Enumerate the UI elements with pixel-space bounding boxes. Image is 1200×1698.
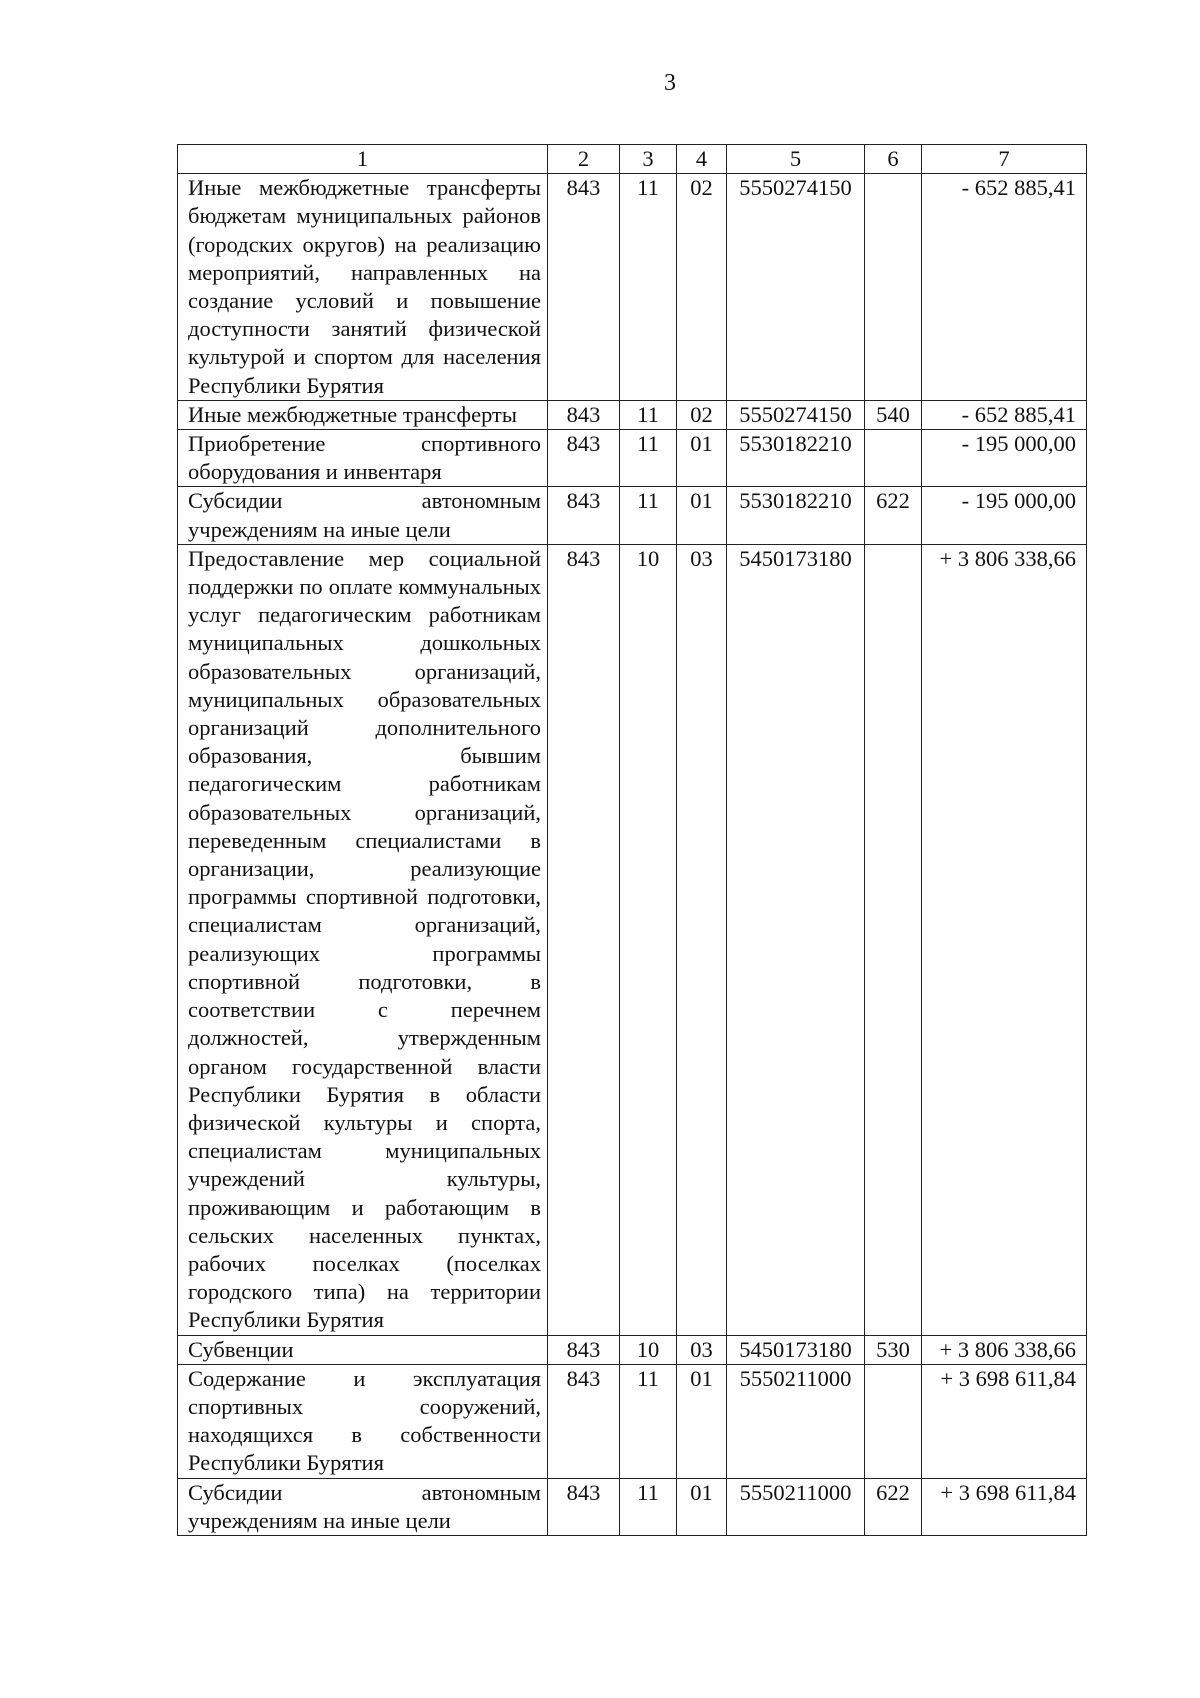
column-header: 5 (727, 145, 865, 174)
column-header: 4 (677, 145, 727, 174)
row-code-3: 11 (620, 487, 677, 544)
row-code-2: 843 (548, 487, 620, 544)
row-description: Субсидии автономным учреждениям на иные цели (178, 487, 548, 544)
table-header-row (178, 145, 1087, 174)
row-code-2: 843 (548, 1478, 620, 1535)
row-code-5: 5450173180 (727, 1335, 865, 1364)
row-code-6 (865, 544, 922, 1335)
column-header: 7 (922, 145, 1087, 174)
row-description: Приобретение спортивного оборудования и инвентаря (178, 430, 548, 487)
table-row (178, 400, 1087, 429)
row-code-3: 11 (620, 1478, 677, 1535)
table-row (178, 1478, 1087, 1535)
row-code-2: 843 (548, 1364, 620, 1478)
row-amount: - 195 000,00 (922, 430, 1087, 487)
row-code-3: 11 (620, 174, 677, 401)
row-amount: - 195 000,00 (922, 487, 1087, 544)
row-description: Субвенции (178, 1335, 548, 1364)
row-code-2: 843 (548, 400, 620, 429)
column-header: 6 (865, 145, 922, 174)
column-header: 1 (178, 145, 548, 174)
row-code-6 (865, 174, 922, 401)
row-amount: + 3 698 611,84 (922, 1478, 1087, 1535)
table-row (178, 487, 1087, 544)
page-number: 3 (664, 70, 676, 96)
row-code-3: 11 (620, 400, 677, 429)
row-amount: - 652 885,41 (922, 174, 1087, 401)
row-code-4: 03 (677, 544, 727, 1335)
row-description: Предоставление мер социальной поддержки по оплате коммунальных услуг педагогическим работникам муниципальных дошкольных образовательных организаций, муниципальных образовательных организаций дополнительного образования, бывшим педагогическим работникам образовательных организаций, переведенным специалистами в организации, реализующие программы спортивной подготовки, специалистам организаций, реализующих программы спортивной подготовки, в соответствии с перечнем должностей, утвержденным органом государственной власти Республики Бурятия в области физической культуры и спорта, специалистам муниципальных учреждений культуры, проживающим и работающим в сельских населенных пунктах, рабочих поселках (поселках городского типа) на территории Республики Бурятия (178, 544, 548, 1335)
table-row (178, 430, 1087, 487)
row-code-5: 5550211000 (727, 1364, 865, 1478)
row-description: Иные межбюджетные трансферты (178, 400, 548, 429)
row-code-5: 5550274150 (727, 174, 865, 401)
row-code-3: 11 (620, 430, 677, 487)
row-code-5: 5550274150 (727, 400, 865, 429)
table-row (178, 1335, 1087, 1364)
row-code-4: 01 (677, 430, 727, 487)
row-code-6: 622 (865, 487, 922, 544)
row-code-3: 10 (620, 1335, 677, 1364)
row-code-2: 843 (548, 1335, 620, 1364)
row-code-6: 622 (865, 1478, 922, 1535)
budget-table (177, 144, 1087, 1536)
row-code-4: 03 (677, 1335, 727, 1364)
column-header: 2 (548, 145, 620, 174)
table-row (178, 1364, 1087, 1478)
row-code-5: 5450173180 (727, 544, 865, 1335)
row-code-6: 540 (865, 400, 922, 429)
row-code-6 (865, 1364, 922, 1478)
column-header: 3 (620, 145, 677, 174)
row-description: Иные межбюджетные трансферты бюджетам муниципальных районов (городских округов) на реализацию мероприятий, направленных на создание условий и повышение доступности занятий физической культурой и спортом для населения Республики Бурятия (178, 174, 548, 401)
row-code-4: 02 (677, 400, 727, 429)
table-row (178, 174, 1087, 401)
row-amount: + 3 698 611,84 (922, 1364, 1087, 1478)
row-code-4: 02 (677, 174, 727, 401)
row-description: Субсидии автономным учреждениям на иные цели (178, 1478, 548, 1535)
row-description: Содержание и эксплуатация спортивных сооружений, находящихся в собственности Республики Бурятия (178, 1364, 548, 1478)
row-code-2: 843 (548, 174, 620, 401)
row-amount: - 652 885,41 (922, 400, 1087, 429)
row-code-2: 843 (548, 544, 620, 1335)
table-row (178, 544, 1087, 1335)
row-amount: + 3 806 338,66 (922, 1335, 1087, 1364)
row-code-5: 5530182210 (727, 487, 865, 544)
row-code-4: 01 (677, 1364, 727, 1478)
row-code-3: 11 (620, 1364, 677, 1478)
row-code-6: 530 (865, 1335, 922, 1364)
row-amount: + 3 806 338,66 (922, 544, 1087, 1335)
row-code-5: 5530182210 (727, 430, 865, 487)
row-code-4: 01 (677, 487, 727, 544)
row-code-6 (865, 430, 922, 487)
row-code-5: 5550211000 (727, 1478, 865, 1535)
row-code-2: 843 (548, 430, 620, 487)
row-code-3: 10 (620, 544, 677, 1335)
row-code-4: 01 (677, 1478, 727, 1535)
